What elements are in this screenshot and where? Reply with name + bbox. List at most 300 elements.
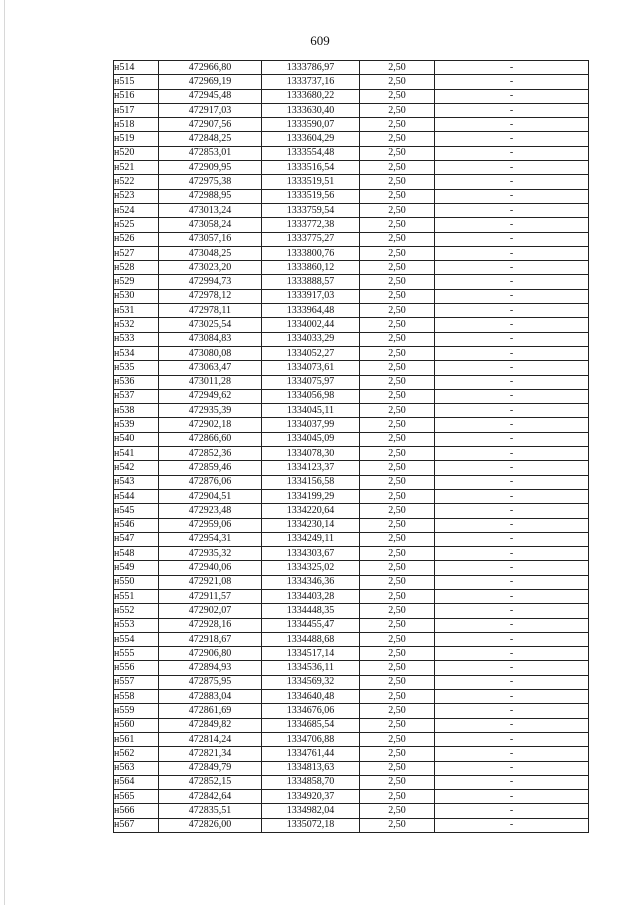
x-coordinate-cell: 472906,80	[159, 647, 262, 661]
x-coordinate-cell: 472945,48	[159, 89, 262, 103]
accuracy-cell: 2,50	[360, 189, 435, 203]
x-coordinate-cell: 472959,06	[159, 518, 262, 532]
x-coordinate-cell: 473025,54	[159, 318, 262, 332]
x-coordinate-cell: 472835,51	[159, 804, 262, 818]
description-cell: -	[435, 804, 589, 818]
y-coordinate-cell: 1333786,97	[262, 61, 360, 75]
description-cell: -	[435, 604, 589, 618]
x-coordinate-cell: 473057,16	[159, 232, 262, 246]
table-row	[114, 318, 589, 332]
table-row	[114, 189, 589, 203]
point-number-cell: н549	[114, 561, 159, 575]
point-number-cell: н537	[114, 389, 159, 403]
accuracy-cell: 2,50	[360, 489, 435, 503]
accuracy-cell: 2,50	[360, 361, 435, 375]
x-coordinate-cell: 472866,60	[159, 432, 262, 446]
accuracy-cell: 2,50	[360, 118, 435, 132]
y-coordinate-cell: 1333917,03	[262, 289, 360, 303]
point-number-cell: н517	[114, 103, 159, 117]
point-number-cell: н545	[114, 504, 159, 518]
description-cell: -	[435, 203, 589, 217]
accuracy-cell: 2,50	[360, 547, 435, 561]
description-cell: -	[435, 790, 589, 804]
table-row	[114, 332, 589, 346]
y-coordinate-cell: 1333680,22	[262, 89, 360, 103]
table-row	[114, 547, 589, 561]
point-number-cell: н533	[114, 332, 159, 346]
x-coordinate-cell: 472849,79	[159, 761, 262, 775]
point-number-cell: н550	[114, 575, 159, 589]
description-cell: -	[435, 475, 589, 489]
point-number-cell: н534	[114, 346, 159, 360]
point-number-cell: н564	[114, 775, 159, 789]
point-number-cell: н548	[114, 547, 159, 561]
table-row	[114, 432, 589, 446]
x-coordinate-cell: 472849,82	[159, 718, 262, 732]
accuracy-cell: 2,50	[360, 175, 435, 189]
accuracy-cell: 2,50	[360, 575, 435, 589]
point-number-cell: н523	[114, 189, 159, 203]
y-coordinate-cell: 1334517,14	[262, 647, 360, 661]
description-cell: -	[435, 375, 589, 389]
x-coordinate-cell: 473058,24	[159, 218, 262, 232]
x-coordinate-cell: 472966,80	[159, 61, 262, 75]
y-coordinate-cell: 1333604,29	[262, 132, 360, 146]
y-coordinate-cell: 1334075,97	[262, 375, 360, 389]
y-coordinate-cell: 1333516,54	[262, 161, 360, 175]
accuracy-cell: 2,50	[360, 61, 435, 75]
table-row	[114, 632, 589, 646]
point-number-cell: н538	[114, 404, 159, 418]
accuracy-cell: 2,50	[360, 389, 435, 403]
x-coordinate-cell: 472852,15	[159, 775, 262, 789]
description-cell: -	[435, 661, 589, 675]
x-coordinate-cell: 472921,08	[159, 575, 262, 589]
table-row	[114, 118, 589, 132]
accuracy-cell: 2,50	[360, 289, 435, 303]
description-cell: -	[435, 404, 589, 418]
y-coordinate-cell: 1333630,40	[262, 103, 360, 117]
y-coordinate-cell: 1334346,36	[262, 575, 360, 589]
description-cell: -	[435, 461, 589, 475]
description-cell: -	[435, 561, 589, 575]
table-row	[114, 89, 589, 103]
point-number-cell: н555	[114, 647, 159, 661]
point-number-cell: н536	[114, 375, 159, 389]
table-row	[114, 475, 589, 489]
point-number-cell: н515	[114, 75, 159, 89]
y-coordinate-cell: 1334123,37	[262, 461, 360, 475]
description-cell: -	[435, 818, 589, 832]
accuracy-cell: 2,50	[360, 75, 435, 89]
description-cell: -	[435, 718, 589, 732]
point-number-cell: н522	[114, 175, 159, 189]
point-number-cell: н527	[114, 246, 159, 260]
table-row	[114, 461, 589, 475]
accuracy-cell: 2,50	[360, 661, 435, 675]
x-coordinate-cell: 472975,38	[159, 175, 262, 189]
coordinates-table-body	[114, 61, 589, 833]
point-number-cell: н532	[114, 318, 159, 332]
y-coordinate-cell: 1333737,16	[262, 75, 360, 89]
x-coordinate-cell: 472917,03	[159, 103, 262, 117]
y-coordinate-cell: 1335072,18	[262, 818, 360, 832]
point-number-cell: н542	[114, 461, 159, 475]
accuracy-cell: 2,50	[360, 132, 435, 146]
y-coordinate-cell: 1334078,30	[262, 447, 360, 461]
y-coordinate-cell: 1333554,48	[262, 146, 360, 160]
accuracy-cell: 2,50	[360, 161, 435, 175]
x-coordinate-cell: 472814,24	[159, 732, 262, 746]
y-coordinate-cell: 1334045,09	[262, 432, 360, 446]
point-number-cell: н520	[114, 146, 159, 160]
description-cell: -	[435, 389, 589, 403]
y-coordinate-cell: 1333775,27	[262, 232, 360, 246]
x-coordinate-cell: 472842,64	[159, 790, 262, 804]
point-number-cell: н526	[114, 232, 159, 246]
table-row	[114, 361, 589, 375]
point-number-cell: н562	[114, 747, 159, 761]
x-coordinate-cell: 472852,36	[159, 447, 262, 461]
accuracy-cell: 2,50	[360, 675, 435, 689]
table-row	[114, 289, 589, 303]
accuracy-cell: 2,50	[360, 103, 435, 117]
table-row	[114, 132, 589, 146]
point-number-cell: н563	[114, 761, 159, 775]
table-row	[114, 75, 589, 89]
point-number-cell: н528	[114, 261, 159, 275]
y-coordinate-cell: 1333964,48	[262, 304, 360, 318]
description-cell: -	[435, 304, 589, 318]
table-row	[114, 275, 589, 289]
x-coordinate-cell: 472904,51	[159, 489, 262, 503]
table-row	[114, 304, 589, 318]
accuracy-cell: 2,50	[360, 404, 435, 418]
x-coordinate-cell: 473063,47	[159, 361, 262, 375]
x-coordinate-cell: 472853,01	[159, 146, 262, 160]
description-cell: -	[435, 189, 589, 203]
table-row	[114, 561, 589, 575]
y-coordinate-cell: 1334199,29	[262, 489, 360, 503]
description-cell: -	[435, 632, 589, 646]
table-row	[114, 375, 589, 389]
point-number-cell: н540	[114, 432, 159, 446]
accuracy-cell: 2,50	[360, 589, 435, 603]
table-row	[114, 246, 589, 260]
point-number-cell: н518	[114, 118, 159, 132]
y-coordinate-cell: 1333888,57	[262, 275, 360, 289]
table-row	[114, 203, 589, 217]
table-row	[114, 704, 589, 718]
table-row	[114, 418, 589, 432]
accuracy-cell: 2,50	[360, 518, 435, 532]
x-coordinate-cell: 472821,34	[159, 747, 262, 761]
description-cell: -	[435, 89, 589, 103]
description-cell: -	[435, 489, 589, 503]
x-coordinate-cell: 472988,95	[159, 189, 262, 203]
x-coordinate-cell: 472875,95	[159, 675, 262, 689]
y-coordinate-cell: 1334056,98	[262, 389, 360, 403]
x-coordinate-cell: 472918,67	[159, 632, 262, 646]
x-coordinate-cell: 473048,25	[159, 246, 262, 260]
x-coordinate-cell: 472978,12	[159, 289, 262, 303]
description-cell: -	[435, 275, 589, 289]
table-row	[114, 761, 589, 775]
accuracy-cell: 2,50	[360, 632, 435, 646]
accuracy-cell: 2,50	[360, 718, 435, 732]
accuracy-cell: 2,50	[360, 561, 435, 575]
y-coordinate-cell: 1334536,11	[262, 661, 360, 675]
y-coordinate-cell: 1334052,27	[262, 346, 360, 360]
description-cell: -	[435, 504, 589, 518]
table-row	[114, 575, 589, 589]
x-coordinate-cell: 472861,69	[159, 704, 262, 718]
table-row	[114, 518, 589, 532]
table-row	[114, 589, 589, 603]
point-number-cell: н556	[114, 661, 159, 675]
accuracy-cell: 2,50	[360, 704, 435, 718]
accuracy-cell: 2,50	[360, 732, 435, 746]
x-coordinate-cell: 472848,25	[159, 132, 262, 146]
accuracy-cell: 2,50	[360, 504, 435, 518]
y-coordinate-cell: 1334220,64	[262, 504, 360, 518]
point-number-cell: н551	[114, 589, 159, 603]
x-coordinate-cell: 473080,08	[159, 346, 262, 360]
x-coordinate-cell: 473011,28	[159, 375, 262, 389]
point-number-cell: н519	[114, 132, 159, 146]
table-row	[114, 618, 589, 632]
table-row	[114, 732, 589, 746]
description-cell: -	[435, 61, 589, 75]
description-cell: -	[435, 690, 589, 704]
description-cell: -	[435, 732, 589, 746]
accuracy-cell: 2,50	[360, 775, 435, 789]
x-coordinate-cell: 473013,24	[159, 203, 262, 217]
table-row	[114, 532, 589, 546]
description-cell: -	[435, 132, 589, 146]
y-coordinate-cell: 1333860,12	[262, 261, 360, 275]
accuracy-cell: 2,50	[360, 232, 435, 246]
y-coordinate-cell: 1334033,29	[262, 332, 360, 346]
description-cell: -	[435, 246, 589, 260]
description-cell: -	[435, 361, 589, 375]
x-coordinate-cell: 472902,07	[159, 604, 262, 618]
point-number-cell: н543	[114, 475, 159, 489]
y-coordinate-cell: 1333800,76	[262, 246, 360, 260]
point-number-cell: н529	[114, 275, 159, 289]
accuracy-cell: 2,50	[360, 418, 435, 432]
description-cell: -	[435, 575, 589, 589]
accuracy-cell: 2,50	[360, 475, 435, 489]
description-cell: -	[435, 532, 589, 546]
y-coordinate-cell: 1334676,06	[262, 704, 360, 718]
x-coordinate-cell: 472969,19	[159, 75, 262, 89]
description-cell: -	[435, 332, 589, 346]
x-coordinate-cell: 472894,93	[159, 661, 262, 675]
x-coordinate-cell: 473023,20	[159, 261, 262, 275]
point-number-cell: н557	[114, 675, 159, 689]
accuracy-cell: 2,50	[360, 318, 435, 332]
table-row	[114, 747, 589, 761]
accuracy-cell: 2,50	[360, 461, 435, 475]
table-row	[114, 146, 589, 160]
table-row	[114, 161, 589, 175]
table-row	[114, 389, 589, 403]
x-coordinate-cell: 473084,83	[159, 332, 262, 346]
table-row	[114, 604, 589, 618]
x-coordinate-cell: 472954,31	[159, 532, 262, 546]
accuracy-cell: 2,50	[360, 761, 435, 775]
accuracy-cell: 2,50	[360, 818, 435, 832]
y-coordinate-cell: 1334230,14	[262, 518, 360, 532]
description-cell: -	[435, 418, 589, 432]
y-coordinate-cell: 1334858,70	[262, 775, 360, 789]
accuracy-cell: 2,50	[360, 246, 435, 260]
accuracy-cell: 2,50	[360, 146, 435, 160]
y-coordinate-cell: 1334156,58	[262, 475, 360, 489]
x-coordinate-cell: 472994,73	[159, 275, 262, 289]
y-coordinate-cell: 1333772,38	[262, 218, 360, 232]
description-cell: -	[435, 318, 589, 332]
y-coordinate-cell: 1334073,61	[262, 361, 360, 375]
description-cell: -	[435, 232, 589, 246]
table-row	[114, 261, 589, 275]
point-number-cell: н514	[114, 61, 159, 75]
y-coordinate-cell: 1334813,63	[262, 761, 360, 775]
point-number-cell: н524	[114, 203, 159, 217]
table-row	[114, 489, 589, 503]
description-cell: -	[435, 175, 589, 189]
y-coordinate-cell: 1334982,04	[262, 804, 360, 818]
point-number-cell: н541	[114, 447, 159, 461]
table-row	[114, 218, 589, 232]
table-row	[114, 790, 589, 804]
point-number-cell: н539	[114, 418, 159, 432]
description-cell: -	[435, 75, 589, 89]
x-coordinate-cell: 472902,18	[159, 418, 262, 432]
table-row	[114, 775, 589, 789]
x-coordinate-cell: 472859,46	[159, 461, 262, 475]
description-cell: -	[435, 218, 589, 232]
table-row	[114, 690, 589, 704]
description-cell: -	[435, 346, 589, 360]
y-coordinate-cell: 1333519,56	[262, 189, 360, 203]
coordinates-table	[113, 60, 589, 833]
accuracy-cell: 2,50	[360, 375, 435, 389]
point-number-cell: н546	[114, 518, 159, 532]
y-coordinate-cell: 1333519,51	[262, 175, 360, 189]
y-coordinate-cell: 1334488,68	[262, 632, 360, 646]
x-coordinate-cell: 472935,32	[159, 547, 262, 561]
accuracy-cell: 2,50	[360, 332, 435, 346]
table-row	[114, 346, 589, 360]
y-coordinate-cell: 1334685,54	[262, 718, 360, 732]
y-coordinate-cell: 1334045,11	[262, 404, 360, 418]
description-cell: -	[435, 589, 589, 603]
accuracy-cell: 2,50	[360, 532, 435, 546]
point-number-cell: н547	[114, 532, 159, 546]
y-coordinate-cell: 1334403,28	[262, 589, 360, 603]
x-coordinate-cell: 472911,57	[159, 589, 262, 603]
accuracy-cell: 2,50	[360, 89, 435, 103]
accuracy-cell: 2,50	[360, 218, 435, 232]
accuracy-cell: 2,50	[360, 447, 435, 461]
accuracy-cell: 2,50	[360, 804, 435, 818]
point-number-cell: н516	[114, 89, 159, 103]
x-coordinate-cell: 472907,56	[159, 118, 262, 132]
point-number-cell: н565	[114, 790, 159, 804]
accuracy-cell: 2,50	[360, 790, 435, 804]
point-number-cell: н521	[114, 161, 159, 175]
y-coordinate-cell: 1334706,88	[262, 732, 360, 746]
table-row	[114, 447, 589, 461]
description-cell: -	[435, 103, 589, 117]
x-coordinate-cell: 472909,95	[159, 161, 262, 175]
accuracy-cell: 2,50	[360, 618, 435, 632]
table-row	[114, 232, 589, 246]
point-number-cell: н535	[114, 361, 159, 375]
description-cell: -	[435, 775, 589, 789]
description-cell: -	[435, 161, 589, 175]
description-cell: -	[435, 118, 589, 132]
table-row	[114, 718, 589, 732]
description-cell: -	[435, 675, 589, 689]
y-coordinate-cell: 1333590,07	[262, 118, 360, 132]
x-coordinate-cell: 472883,04	[159, 690, 262, 704]
table-row	[114, 675, 589, 689]
point-number-cell: н531	[114, 304, 159, 318]
page-number: 609	[310, 33, 330, 48]
x-coordinate-cell: 472940,06	[159, 561, 262, 575]
point-number-cell: н567	[114, 818, 159, 832]
x-coordinate-cell: 472935,39	[159, 404, 262, 418]
y-coordinate-cell: 1334002,44	[262, 318, 360, 332]
accuracy-cell: 2,50	[360, 432, 435, 446]
point-number-cell: н560	[114, 718, 159, 732]
description-cell: -	[435, 704, 589, 718]
table-row	[114, 175, 589, 189]
accuracy-cell: 2,50	[360, 261, 435, 275]
accuracy-cell: 2,50	[360, 747, 435, 761]
accuracy-cell: 2,50	[360, 346, 435, 360]
x-coordinate-cell: 472978,11	[159, 304, 262, 318]
description-cell: -	[435, 761, 589, 775]
table-row	[114, 818, 589, 832]
description-cell: -	[435, 261, 589, 275]
table-row	[114, 404, 589, 418]
accuracy-cell: 2,50	[360, 304, 435, 318]
accuracy-cell: 2,50	[360, 203, 435, 217]
description-cell: -	[435, 432, 589, 446]
table-row	[114, 103, 589, 117]
y-coordinate-cell: 1334249,11	[262, 532, 360, 546]
page-edge-line	[4, 0, 5, 905]
x-coordinate-cell: 472949,62	[159, 389, 262, 403]
table-row	[114, 504, 589, 518]
accuracy-cell: 2,50	[360, 275, 435, 289]
y-coordinate-cell: 1334037,99	[262, 418, 360, 432]
table-row	[114, 647, 589, 661]
description-cell: -	[435, 289, 589, 303]
table-row	[114, 804, 589, 818]
y-coordinate-cell: 1333759,54	[262, 203, 360, 217]
description-cell: -	[435, 518, 589, 532]
point-number-cell: н552	[114, 604, 159, 618]
description-cell: -	[435, 618, 589, 632]
table-row	[114, 661, 589, 675]
description-cell: -	[435, 747, 589, 761]
y-coordinate-cell: 1334448,35	[262, 604, 360, 618]
